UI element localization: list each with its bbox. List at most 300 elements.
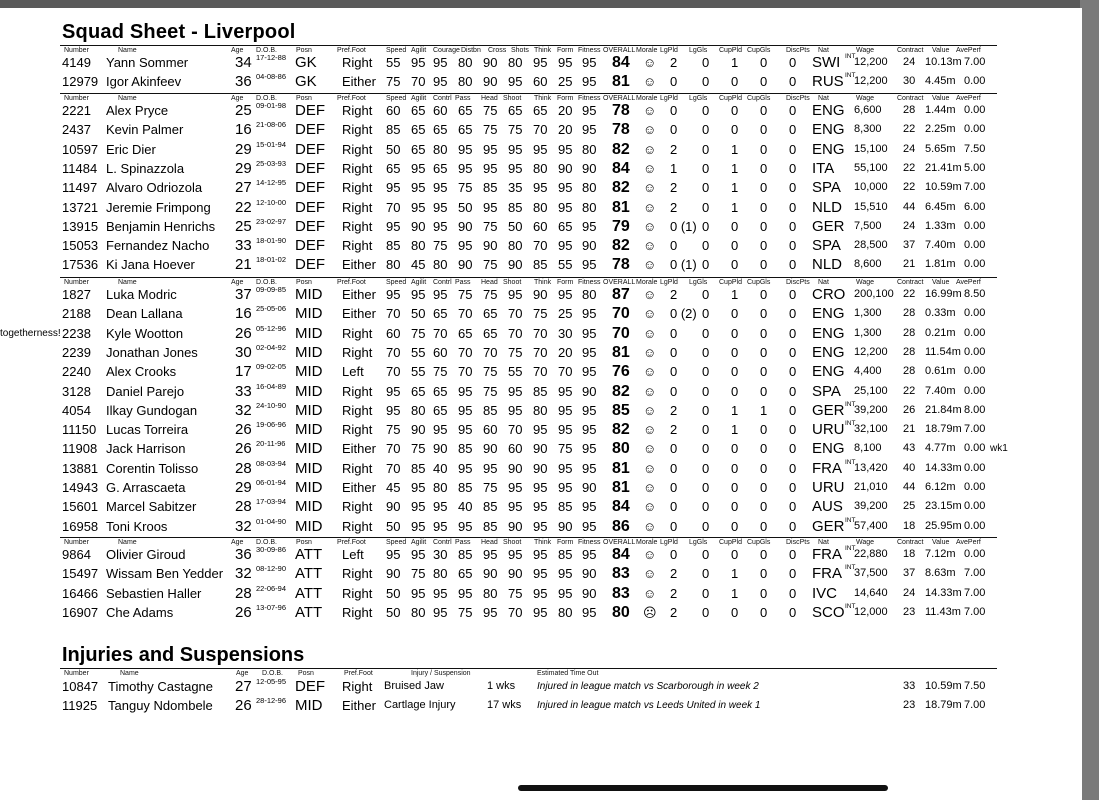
player-international-badge: INT <box>845 564 856 571</box>
player-cup-played: 0 <box>731 480 739 495</box>
player-nationality: ENG <box>812 102 845 119</box>
player-dob: 04-08-86 <box>256 72 287 81</box>
player-overall: 84 <box>612 54 630 71</box>
player-contract: 28 <box>903 346 916 358</box>
player-position: DEF <box>295 160 325 177</box>
player-foot: Right <box>342 142 373 157</box>
player-stat: 65 <box>433 384 448 399</box>
player-stat: 90 <box>558 519 573 534</box>
player-cup-played: 0 <box>731 74 739 89</box>
player-stat: 85 <box>483 180 498 195</box>
player-league-played: 0 <box>670 441 678 456</box>
player-row[interactable] <box>0 53 1082 72</box>
player-value: 0.61m <box>925 365 956 377</box>
player-row[interactable] <box>0 343 1082 362</box>
player-league-goals: 0 <box>702 219 710 234</box>
player-name: Ilkay Gundogan <box>106 403 198 418</box>
player-league-goals: 0 <box>702 586 710 601</box>
player-note-left: togetherness! <box>0 328 61 339</box>
player-row[interactable] <box>0 545 1082 564</box>
player-aveperf: 7.00 <box>964 587 986 599</box>
player-overall: 81 <box>612 460 630 477</box>
morale-face-icon: ☺ <box>643 142 657 157</box>
player-age: 32 <box>235 402 252 419</box>
player-value: 25.95m <box>925 520 962 532</box>
player-aveperf: 0.00 <box>964 442 986 454</box>
player-league-goals: 0 <box>702 441 710 456</box>
player-aveperf: 0.00 <box>964 327 986 339</box>
player-league-goals: 0 <box>702 200 710 215</box>
header-cuppld: CupPld <box>719 47 742 54</box>
player-wage: 8,300 <box>854 123 882 135</box>
player-dob: 12-10-00 <box>256 198 287 207</box>
player-stat: 85 <box>458 480 473 495</box>
player-overall: 70 <box>612 325 630 342</box>
player-stat: 85 <box>558 547 573 562</box>
player-row[interactable] <box>0 401 1082 420</box>
header-number: Number <box>64 47 89 54</box>
player-stat: 95 <box>508 480 523 495</box>
player-stat: 95 <box>582 547 597 562</box>
player-stat: 60 <box>433 345 448 360</box>
header-lgpld: LgPld <box>660 539 678 546</box>
player-overall: 82 <box>612 179 630 196</box>
player-stat: 95 <box>433 180 448 195</box>
player-foot: Either <box>342 257 376 272</box>
player-stat: 95 <box>433 74 448 89</box>
player-disc-points: 0 <box>789 238 797 253</box>
injuries-title: Injuries and Suspensions <box>62 644 305 666</box>
player-overall: 80 <box>612 604 630 621</box>
morale-face-icon: ☺ <box>643 74 657 89</box>
player-contract: 28 <box>903 104 916 116</box>
player-stat: 95 <box>582 364 597 379</box>
player-league-played: 2 <box>670 586 678 601</box>
header-posn: Posn <box>296 47 312 54</box>
player-cup-goals: 0 <box>760 74 768 89</box>
player-contract: 25 <box>903 500 916 512</box>
player-league-goals: 0 <box>702 566 710 581</box>
player-aveperf: 0.00 <box>964 346 986 358</box>
player-stat: 85 <box>558 499 573 514</box>
morale-face-icon: ☺ <box>643 422 657 437</box>
player-row[interactable] <box>0 382 1082 401</box>
player-league-played: 0 <box>670 547 678 562</box>
player-aveperf: 7.50 <box>964 143 986 155</box>
player-cup-goals: 0 <box>760 499 768 514</box>
player-nationality: SPA <box>812 383 841 400</box>
player-stat: 75 <box>433 364 448 379</box>
player-league-played: 2 <box>670 142 678 157</box>
header-name: Name <box>118 95 137 102</box>
player-stat: 85 <box>483 519 498 534</box>
player-stat: 95 <box>508 499 523 514</box>
injury-contract: 33 <box>903 680 916 692</box>
player-wage: 7,500 <box>854 220 882 232</box>
player-foot: Right <box>342 238 373 253</box>
player-stat: 95 <box>533 519 548 534</box>
player-row[interactable] <box>0 362 1082 381</box>
player-dob: 24-10-90 <box>256 401 287 410</box>
player-position: MID <box>295 440 323 457</box>
player-league-played: 0 <box>670 122 678 137</box>
header-posn: Posn <box>298 670 314 677</box>
player-position: MID <box>295 479 323 496</box>
player-aveperf: 0.00 <box>964 258 986 270</box>
player-cup-goals: 0 <box>760 55 768 70</box>
morale-face-icon: ☺ <box>643 441 657 456</box>
injury-row[interactable] <box>0 696 1082 715</box>
player-cup-goals: 0 <box>760 122 768 137</box>
player-league-played: 2 <box>670 287 678 302</box>
player-contract: 24 <box>903 220 916 232</box>
player-overall: 86 <box>612 518 630 535</box>
player-wage: 200,100 <box>854 288 894 300</box>
player-wage: 21,010 <box>854 481 888 493</box>
player-cup-goals: 0 <box>760 547 768 562</box>
player-row[interactable] <box>0 285 1082 304</box>
player-cup-played: 0 <box>731 257 739 272</box>
player-number: 15497 <box>62 566 99 581</box>
player-stat: 95 <box>458 403 473 418</box>
player-stat: 65 <box>558 219 573 234</box>
player-league-goals: 0 <box>702 103 710 118</box>
player-age: 28 <box>235 498 252 515</box>
header-wage: Wage <box>856 539 875 546</box>
player-wage: 15,510 <box>854 201 888 213</box>
player-number: 16907 <box>62 605 99 620</box>
player-stat: 95 <box>386 384 401 399</box>
header-dob: D.O.B. <box>256 95 278 102</box>
player-aveperf: 0.00 <box>964 462 986 474</box>
player-disc-points: 0 <box>789 441 797 456</box>
player-aveperf: 0.00 <box>964 520 986 532</box>
morale-face-icon: ☺ <box>643 103 657 118</box>
player-dob: 09-02-05 <box>256 362 287 371</box>
player-stat: 70 <box>483 345 498 360</box>
injury-description: Injured in league match vs Leeds United in week 1 <box>537 700 761 711</box>
player-disc-points: 0 <box>789 142 797 157</box>
player-stat: 70 <box>433 326 448 341</box>
morale-face-icon: ☺ <box>643 586 657 601</box>
player-stat: 60 <box>533 74 548 89</box>
player-row[interactable] <box>0 255 1082 274</box>
header-aveperf: AvePerf <box>956 95 981 102</box>
player-contract: 22 <box>903 123 916 135</box>
header-overall: OVERALL <box>603 95 636 102</box>
player-position: DEF <box>295 179 325 196</box>
player-stat: 95 <box>386 219 401 234</box>
header-morale: Morale <box>636 539 658 546</box>
player-wage: 1,300 <box>854 327 882 339</box>
player-aveperf: 0.00 <box>964 481 986 493</box>
player-stat: 20 <box>558 345 573 360</box>
player-nationality: ENG <box>812 305 845 322</box>
player-stat: 80 <box>433 566 448 581</box>
player-stat: 95 <box>411 287 426 302</box>
player-stat: 25 <box>558 306 573 321</box>
player-foot: Right <box>342 103 373 118</box>
player-row[interactable] <box>0 324 1082 343</box>
player-league-goals: 0 <box>702 55 710 70</box>
player-number: 16958 <box>62 519 99 534</box>
header-nat: Nat <box>818 95 829 102</box>
player-overall: 79 <box>612 218 630 235</box>
player-contract: 23 <box>903 606 916 618</box>
player-stat: 55 <box>386 55 401 70</box>
header-head: Head <box>481 279 498 286</box>
player-row[interactable] <box>0 159 1082 178</box>
player-contract: 43 <box>903 442 916 454</box>
header-fitness: Fitness <box>578 539 601 546</box>
player-dob: 25-05-06 <box>256 304 287 313</box>
player-row[interactable] <box>0 584 1082 603</box>
player-league-played: 0 (2) <box>670 306 697 321</box>
player-nationality: SPA <box>812 179 841 196</box>
header-dob: D.O.B. <box>256 279 278 286</box>
player-stat: 55 <box>411 345 426 360</box>
player-stat: 90 <box>582 384 597 399</box>
player-foot: Right <box>342 55 373 70</box>
player-nationality: SCO <box>812 604 845 621</box>
player-age: 26 <box>235 421 252 438</box>
player-league-goals: 0 <box>702 403 710 418</box>
player-stat: 75 <box>411 326 426 341</box>
player-aveperf: 7.00 <box>964 181 986 193</box>
player-stat: 95 <box>386 403 401 418</box>
player-position: DEF <box>295 141 325 158</box>
header-cupgls: CupGls <box>747 279 771 286</box>
player-value: 7.40m <box>925 239 956 251</box>
player-row[interactable] <box>0 439 1082 458</box>
player-age: 26 <box>235 440 252 457</box>
player-league-played: 2 <box>670 566 678 581</box>
player-name: Kyle Wootton <box>106 326 184 341</box>
player-name: Fernandez Nacho <box>106 238 210 253</box>
player-stat: 85 <box>533 384 548 399</box>
player-foot: Either <box>342 74 376 89</box>
player-stat: 95 <box>582 499 597 514</box>
player-disc-points: 0 <box>789 74 797 89</box>
player-league-goals: 0 <box>702 384 710 399</box>
player-nationality: ENG <box>812 325 845 342</box>
player-stat: 65 <box>483 326 498 341</box>
player-cup-played: 1 <box>731 142 739 157</box>
header-form: Form <box>557 539 574 546</box>
player-cup-played: 0 <box>731 547 739 562</box>
player-stat: 95 <box>508 74 523 89</box>
player-cup-played: 0 <box>731 103 739 118</box>
player-row[interactable] <box>0 178 1082 197</box>
player-stat: 65 <box>433 306 448 321</box>
player-row[interactable] <box>0 497 1082 516</box>
player-foot: Right <box>342 200 373 215</box>
player-league-played: 2 <box>670 422 678 437</box>
player-stat: 95 <box>582 74 597 89</box>
player-nationality: URU <box>812 421 845 438</box>
injury-row[interactable] <box>0 677 1082 696</box>
player-foot: Right <box>342 345 373 360</box>
player-league-goals: 0 <box>702 161 710 176</box>
header-cross: Cross <box>488 47 507 54</box>
player-name: Alex Pryce <box>106 103 169 118</box>
player-row[interactable] <box>0 304 1082 323</box>
player-row[interactable] <box>0 478 1082 497</box>
player-row[interactable] <box>0 517 1082 536</box>
player-name: Jeremie Frimpong <box>106 200 211 215</box>
player-foot: Right <box>342 499 373 514</box>
injury-player-dob: 28-12-96 <box>256 696 287 705</box>
player-stat: 95 <box>508 142 523 157</box>
player-cup-played: 0 <box>731 219 739 234</box>
header-think: Think <box>534 539 552 546</box>
player-stat: 90 <box>582 161 597 176</box>
player-row[interactable] <box>0 217 1082 236</box>
player-position: MID <box>295 498 323 515</box>
player-disc-points: 0 <box>789 586 797 601</box>
player-league-played: 0 <box>670 480 678 495</box>
player-row[interactable] <box>0 72 1082 91</box>
player-stat: 95 <box>458 384 473 399</box>
player-stat: 95 <box>582 122 597 137</box>
injury-weeks-out: 1 wks <box>487 680 516 692</box>
player-aveperf: 6.00 <box>964 201 986 213</box>
player-stat: 95 <box>433 586 448 601</box>
header-nat: Nat <box>818 279 829 286</box>
header-shots: Shots <box>511 47 529 54</box>
header-name: Name <box>118 47 137 54</box>
player-stat: 95 <box>433 287 448 302</box>
player-name: Alex Crooks <box>106 364 177 379</box>
player-league-goals: 0 <box>702 499 710 514</box>
header-esttime: Estimated Time Out <box>537 670 599 677</box>
player-stat: 85 <box>483 403 498 418</box>
player-dob: 13-07-96 <box>256 603 287 612</box>
player-name: Jack Harrison <box>106 441 186 456</box>
header-foot: Pref.Foot <box>344 670 373 677</box>
player-row[interactable] <box>0 420 1082 439</box>
header-head: Head <box>481 539 498 546</box>
player-row[interactable] <box>0 120 1082 139</box>
player-row[interactable] <box>0 236 1082 255</box>
player-stat: 95 <box>533 480 548 495</box>
player-stat: 70 <box>386 306 401 321</box>
morale-face-icon: ☺ <box>643 547 657 562</box>
player-wage: 12,200 <box>854 75 888 87</box>
player-stat: 95 <box>411 519 426 534</box>
player-number: 3128 <box>62 384 91 399</box>
player-aveperf: 0.00 <box>964 75 986 87</box>
player-row[interactable] <box>0 603 1082 622</box>
player-stat: 80 <box>433 257 448 272</box>
home-indicator-bar[interactable] <box>518 785 888 791</box>
player-stat: 65 <box>458 326 473 341</box>
player-overall: 78 <box>612 102 630 119</box>
player-age: 37 <box>235 286 252 303</box>
player-cup-goals: 0 <box>760 605 768 620</box>
player-stat: 95 <box>533 586 548 601</box>
morale-face-icon: ☺ <box>643 326 657 341</box>
player-league-played: 0 <box>670 499 678 514</box>
player-stat: 95 <box>582 257 597 272</box>
player-contract: 18 <box>903 548 916 560</box>
player-position: DEF <box>295 256 325 273</box>
player-wage: 12,200 <box>854 56 888 68</box>
player-value: 14.33m <box>925 587 962 599</box>
player-stat: 90 <box>386 499 401 514</box>
player-cup-played: 0 <box>731 441 739 456</box>
header-name: Name <box>120 670 139 677</box>
player-stat: 75 <box>386 422 401 437</box>
player-stat: 80 <box>433 480 448 495</box>
player-aveperf: 0.00 <box>964 385 986 397</box>
player-age: 29 <box>235 160 252 177</box>
player-cup-goals: 0 <box>760 326 768 341</box>
player-row[interactable] <box>0 140 1082 159</box>
player-stat: 80 <box>508 238 523 253</box>
player-value: 10.13m <box>925 56 962 68</box>
player-number: 2437 <box>62 122 91 137</box>
player-value: 4.77m <box>925 442 956 454</box>
player-stat: 95 <box>458 142 473 157</box>
player-position: ATT <box>295 546 323 563</box>
header-agility: Agilit <box>411 539 427 546</box>
player-league-played: 0 <box>670 345 678 360</box>
player-wage: 14,640 <box>854 587 888 599</box>
player-stat: 50 <box>386 586 401 601</box>
player-position: ATT <box>295 604 323 621</box>
player-value: 2.25m <box>925 123 956 135</box>
player-row[interactable] <box>0 101 1082 120</box>
player-league-goals: 0 <box>702 180 710 195</box>
player-row[interactable] <box>0 459 1082 478</box>
player-stat: 95 <box>582 103 597 118</box>
player-wage: 15,100 <box>854 143 888 155</box>
header-think: Think <box>534 47 552 54</box>
header-foot: Pref.Foot <box>337 47 366 54</box>
player-stat: 80 <box>411 238 426 253</box>
player-aveperf: 7.00 <box>964 606 986 618</box>
header-name: Name <box>118 539 137 546</box>
header-speed: Speed <box>386 47 407 54</box>
player-league-goals: 0 <box>702 547 710 562</box>
player-row[interactable] <box>0 198 1082 217</box>
player-age: 16 <box>235 305 252 322</box>
player-aveperf: 0.00 <box>964 307 986 319</box>
player-row[interactable] <box>0 564 1082 583</box>
header-morale: Morale <box>636 95 658 102</box>
player-overall: 81 <box>612 199 630 216</box>
player-stat: 30 <box>558 326 573 341</box>
player-stat: 80 <box>533 200 548 215</box>
player-stat: 80 <box>582 180 597 195</box>
player-dob: 14-12-95 <box>256 178 287 187</box>
player-age: 32 <box>235 565 252 582</box>
player-wage: 8,100 <box>854 442 882 454</box>
player-stat: 95 <box>458 422 473 437</box>
header-age: Age <box>231 47 244 54</box>
header-contract: Contract <box>897 539 924 546</box>
player-league-played: 0 <box>670 326 678 341</box>
morale-face-icon: ☺ <box>643 403 657 418</box>
player-cup-played: 0 <box>731 345 739 360</box>
player-aveperf: 8.00 <box>964 404 986 416</box>
player-disc-points: 0 <box>789 547 797 562</box>
player-dob: 08-12-90 <box>256 564 287 573</box>
player-cup-goals: 0 <box>760 180 768 195</box>
header-age: Age <box>236 670 249 677</box>
header-contrl: Contrl <box>433 279 452 286</box>
